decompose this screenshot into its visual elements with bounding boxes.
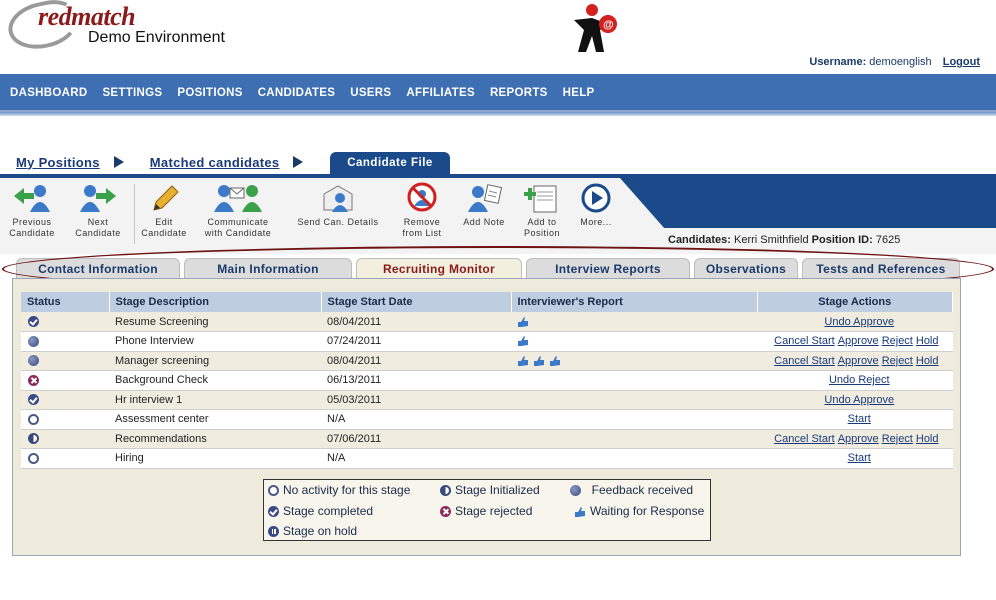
send-details-label: Send Can. Details [297, 217, 379, 227]
table-row [21, 429, 953, 449]
candidate-toolbar [0, 174, 996, 254]
next-label-1: Next [87, 217, 109, 227]
remove-label-2: from List [402, 228, 442, 238]
main-nav [0, 74, 996, 112]
action-reject-link[interactable]: Reject [881, 335, 913, 348]
previous-candidate-icon [12, 182, 52, 214]
nav-positions[interactable]: POSITIONS [177, 87, 243, 99]
row-interviewer-report [511, 351, 757, 371]
legend-waiting-label: Waiting for Response [590, 504, 705, 518]
row-interviewer-report [511, 390, 757, 410]
previous-label-2: Candidate [9, 228, 55, 238]
row-stage-start-date: 08/04/2011 [321, 312, 511, 332]
row-stage-start-date: 07/06/2011 [321, 429, 511, 449]
row-stage-description: Phone Interview [109, 332, 321, 352]
add-position-label-2: Position [523, 228, 561, 238]
table-row [21, 410, 953, 430]
status-rejected-icon [28, 375, 39, 386]
row-interviewer-report [511, 429, 757, 449]
thumbs-up-icon[interactable] [517, 316, 529, 328]
row-stage-description: Assessment center [109, 410, 321, 430]
legend-no-activity [268, 483, 410, 497]
recruiting-monitor-panel [12, 278, 961, 556]
status-hold-icon [268, 526, 279, 537]
legend-initialized-label: Stage Initialized [455, 483, 540, 497]
remove-icon [402, 182, 442, 214]
row-stage-start-date: 05/03/2011 [321, 390, 511, 410]
header-stage-actions: Stage Actions [757, 292, 953, 312]
row-stage-actions [757, 312, 953, 332]
table-row [21, 390, 953, 410]
user-bar [809, 56, 980, 68]
status-none-icon [268, 485, 279, 496]
tab-observations[interactable]: Observations [694, 258, 798, 278]
row-status [21, 390, 109, 410]
header-stage-description: Stage Description [109, 292, 321, 312]
communicate-button[interactable] [196, 182, 280, 239]
remove-from-list-button[interactable] [394, 182, 450, 239]
row-stage-description: Hr interview 1 [109, 390, 321, 410]
previous-label-1: Previous [12, 217, 52, 227]
nav-settings[interactable]: SETTINGS [102, 87, 163, 99]
row-status [21, 410, 109, 430]
row-stage-description: Resume Screening [109, 312, 321, 332]
pencil-icon [144, 182, 184, 214]
edit-label-1: Edit [155, 217, 173, 227]
breadcrumb-arrow-icon [293, 156, 303, 168]
nav-divider [0, 112, 996, 116]
table-row [21, 371, 953, 391]
row-stage-description: Manager screening [109, 351, 321, 371]
row-interviewer-report [511, 332, 757, 352]
action-undo-approve-link[interactable]: Undo Approve [824, 315, 895, 328]
action-cancel-start-link[interactable]: Cancel Start [774, 335, 835, 348]
edit-candidate-button[interactable] [136, 182, 192, 239]
row-stage-description: Recommendations [109, 429, 321, 449]
nav-candidates[interactable]: CANDIDATES [257, 87, 336, 99]
communicate-label-1: Communicate [207, 217, 269, 227]
row-stage-actions [757, 410, 953, 430]
action-hold-link[interactable]: Hold [915, 354, 939, 367]
breadcrumb-candidate-file: Candidate File [330, 152, 450, 174]
status-initialized-icon [440, 485, 451, 496]
status-initialized-icon [28, 433, 39, 444]
legend-initialized [440, 483, 540, 497]
row-stage-description: Background Check [109, 371, 321, 391]
breadcrumb-matched-candidates[interactable]: Matched candidates [149, 154, 280, 170]
table-header-row [21, 292, 953, 312]
remove-label-1: Remove [403, 217, 441, 227]
legend-completed-label: Stage completed [283, 504, 374, 518]
username-value: demoenglish [869, 56, 932, 68]
row-stage-start-date: 06/13/2011 [321, 371, 511, 391]
legend-no-activity-label: No activity for this stage [283, 483, 411, 497]
table-row [21, 351, 953, 371]
row-stage-actions [757, 390, 953, 410]
breadcrumb-arrow-icon [114, 156, 124, 168]
row-stage-start-date: N/A [321, 410, 511, 430]
redmatch-logo[interactable] [8, 2, 258, 62]
communicate-label-2: with Candidate [204, 228, 272, 238]
legend-feedback [570, 483, 693, 497]
action-undo-approve-link[interactable]: Undo Approve [824, 393, 895, 406]
row-interviewer-report [511, 410, 757, 430]
mascot-logo-icon [570, 2, 626, 56]
toolbar-separator [134, 184, 135, 244]
status-feedback-icon [28, 336, 39, 347]
candidate-info [668, 234, 900, 246]
thumbs-up-icon[interactable] [517, 355, 529, 367]
tab-main-information[interactable]: Main Information [184, 258, 352, 278]
row-interviewer-report [511, 449, 757, 469]
status-completed-icon [28, 316, 39, 327]
status-feedback-icon [28, 355, 39, 366]
row-stage-start-date: N/A [321, 449, 511, 469]
candidate-label: Candidates: [668, 234, 731, 246]
logo-brand: redmatch [38, 2, 136, 31]
nav-affiliates[interactable]: AFFILIATES [406, 87, 475, 99]
tab-contact-information[interactable]: Contact Information [16, 258, 180, 278]
row-status [21, 351, 109, 371]
action-undo-reject-link[interactable]: Undo Reject [828, 374, 890, 387]
row-stage-actions [757, 449, 953, 469]
add-position-label-1: Add to [527, 217, 557, 227]
candidate-name: Kerri Smithfield [734, 234, 809, 246]
row-interviewer-report [511, 371, 757, 391]
edit-label-2: Candidate [141, 228, 187, 238]
send-details-button[interactable] [290, 182, 386, 228]
action-reject-link[interactable]: Reject [881, 354, 913, 367]
environment-label: Demo Environment [88, 29, 225, 46]
row-status [21, 332, 109, 352]
more-button[interactable] [574, 182, 618, 228]
legend-rejected-label: Stage rejected [455, 504, 533, 518]
row-stage-actions [757, 351, 953, 371]
send-details-icon [318, 182, 358, 214]
play-more-icon [578, 182, 614, 214]
row-status [21, 312, 109, 332]
next-label-2: Candidate [75, 228, 121, 238]
row-stage-description: Hiring [109, 449, 321, 469]
action-hold-link[interactable]: Hold [915, 335, 939, 348]
table-row [21, 449, 953, 469]
next-candidate-button[interactable] [70, 182, 126, 239]
status-completed-icon [28, 394, 39, 405]
tab-tests-references[interactable]: Tests and References [802, 258, 960, 278]
legend-rejected [440, 504, 532, 518]
action-start-link[interactable]: Start [847, 413, 871, 426]
action-cancel-start-link[interactable]: Cancel Start [774, 354, 835, 367]
communicate-icon [210, 182, 266, 214]
header-interviewer-report: Interviewer's Report [511, 292, 757, 312]
action-cancel-start-link[interactable]: Cancel Start [774, 432, 835, 445]
row-stage-start-date: 07/24/2011 [321, 332, 511, 352]
status-none-icon [28, 414, 39, 425]
add-note-label: Add Note [463, 217, 505, 227]
breadcrumb [16, 152, 329, 172]
add-note-button[interactable] [456, 182, 512, 228]
previous-candidate-button[interactable] [4, 182, 60, 239]
position-id-label: Position ID: [811, 234, 873, 246]
header-stage-start-date: Stage Start Date [321, 292, 511, 312]
status-none-icon [28, 453, 39, 464]
legend-waiting [574, 504, 704, 518]
row-stage-actions [757, 429, 953, 449]
legend-on-hold [268, 524, 357, 538]
header-status: Status [21, 292, 109, 312]
more-label: More... [580, 217, 612, 227]
status-rejected-icon [440, 506, 451, 517]
position-id-value: 7625 [875, 234, 901, 246]
nav-users[interactable]: USERS [350, 87, 392, 99]
nav-dashboard[interactable]: DASHBOARD [10, 87, 88, 99]
add-position-icon [522, 182, 562, 214]
status-legend [263, 479, 711, 541]
thumbs-up-icon[interactable] [549, 355, 561, 367]
stages-table [21, 292, 953, 469]
action-start-link[interactable]: Start [847, 452, 871, 465]
row-interviewer-report [511, 312, 757, 332]
action-hold-link[interactable]: Hold [915, 432, 939, 445]
table-row [21, 312, 953, 332]
header [0, 0, 996, 74]
tab-interview-reports[interactable]: Interview Reports [526, 258, 690, 278]
status-feedback-icon [570, 485, 581, 496]
row-stage-actions [757, 332, 953, 352]
status-completed-icon [268, 506, 279, 517]
legend-completed [268, 504, 373, 518]
nav-help[interactable]: HELP [562, 87, 595, 99]
legend-feedback-label: Feedback received [591, 483, 694, 497]
action-approve-link[interactable]: Approve [837, 335, 879, 348]
thumbs-up-icon[interactable] [517, 335, 529, 347]
add-to-position-button[interactable] [514, 182, 570, 239]
action-approve-link[interactable]: Approve [837, 432, 879, 445]
tab-recruiting-monitor[interactable]: Recruiting Monitor [356, 258, 522, 278]
breadcrumb-my-positions[interactable]: My Positions [16, 154, 100, 170]
row-status [21, 449, 109, 469]
note-icon [464, 182, 504, 214]
row-status [21, 371, 109, 391]
thumbs-up-icon[interactable] [533, 355, 545, 367]
logout-link[interactable]: Logout [942, 56, 980, 68]
row-stage-start-date: 08/04/2011 [321, 351, 511, 371]
row-stage-actions [757, 371, 953, 391]
action-approve-link[interactable]: Approve [837, 354, 879, 367]
legend-on-hold-label: Stage on hold [283, 524, 358, 538]
svg-text:@: @ [603, 19, 614, 31]
next-candidate-icon [78, 182, 118, 214]
username-label: Username: [809, 56, 867, 68]
table-row [21, 332, 953, 352]
waiting-response-icon [574, 506, 586, 518]
nav-reports[interactable]: REPORTS [489, 87, 548, 99]
row-status [21, 429, 109, 449]
action-reject-link[interactable]: Reject [881, 432, 913, 445]
